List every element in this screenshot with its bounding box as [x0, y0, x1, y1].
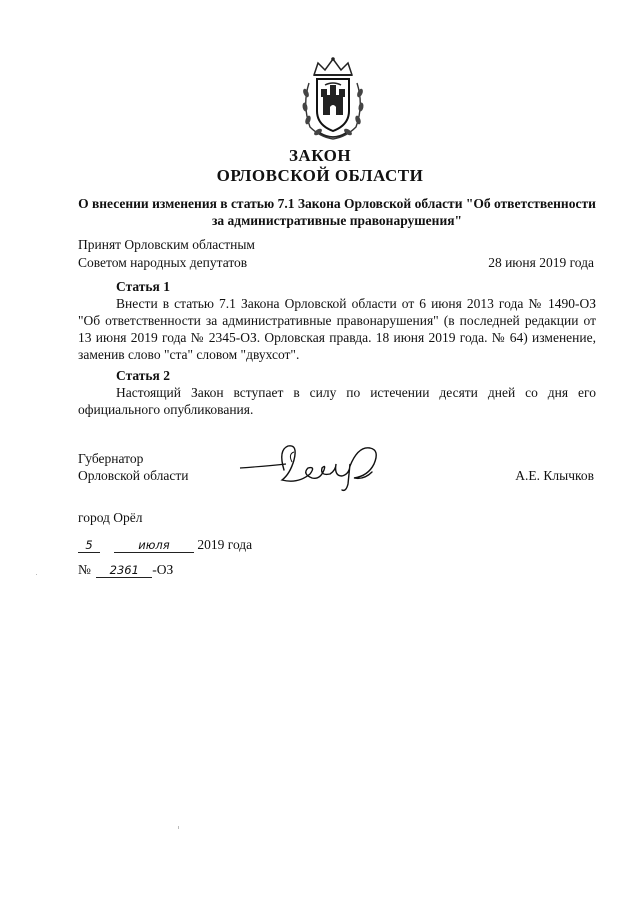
- signer-role-line1: Губернатор: [78, 451, 144, 466]
- law-number-suffix: -ОЗ: [152, 562, 174, 577]
- signing-city: город Орёл: [78, 510, 143, 525]
- article-1-heading: Статья 1: [116, 279, 170, 294]
- signing-date: [78, 537, 252, 553]
- law-number-value: 2361: [96, 564, 152, 578]
- signing-year: 2019 года: [197, 537, 253, 552]
- article-2-heading: Статья 2: [116, 368, 170, 383]
- adoption-body-line2: Советом народных депутатов: [78, 255, 248, 270]
- signing-day: 5: [78, 539, 100, 553]
- signing-month: июля: [114, 539, 194, 553]
- scan-speck: [36, 574, 37, 575]
- signer-name: А.Е. Клычков: [515, 468, 594, 483]
- law-region-title: ОРЛОВСКОЙ ОБЛАСТИ: [216, 166, 424, 185]
- law-subject: О внесении изменения в статью 7.1 Закона Орловской области "Об ответственности за административные правонарушения": [78, 196, 596, 228]
- signer-role-line2: Орловской области: [78, 468, 189, 483]
- orel-coat-of-arms-icon: [300, 55, 366, 141]
- article-2-text: Настоящий Закон вступает в силу по истечении десяти дней со дня его официального опубликования.: [78, 385, 596, 417]
- handwritten-signature-icon: [238, 440, 388, 495]
- adoption-body-line1: Принят Орловским областным: [78, 237, 255, 252]
- scan-speck: [178, 826, 179, 829]
- article-1-text: Внести в статью 7.1 Закона Орловской области от 6 июня 2013 года № 1490-ОЗ "Об ответственности за административные правонарушения" (в последней редакции от 13 июня 2019 года № 2345-ОЗ. Орловская правда. 18 июня 2019 года. № 64) изменение, заменив слово "ста" словом "двухсот".: [78, 296, 596, 362]
- law-number-prefix: №: [78, 562, 91, 577]
- law-title: ЗАКОН: [288, 146, 352, 165]
- adoption-date: 28 июня 2019 года: [488, 255, 594, 270]
- law-number: [78, 562, 173, 578]
